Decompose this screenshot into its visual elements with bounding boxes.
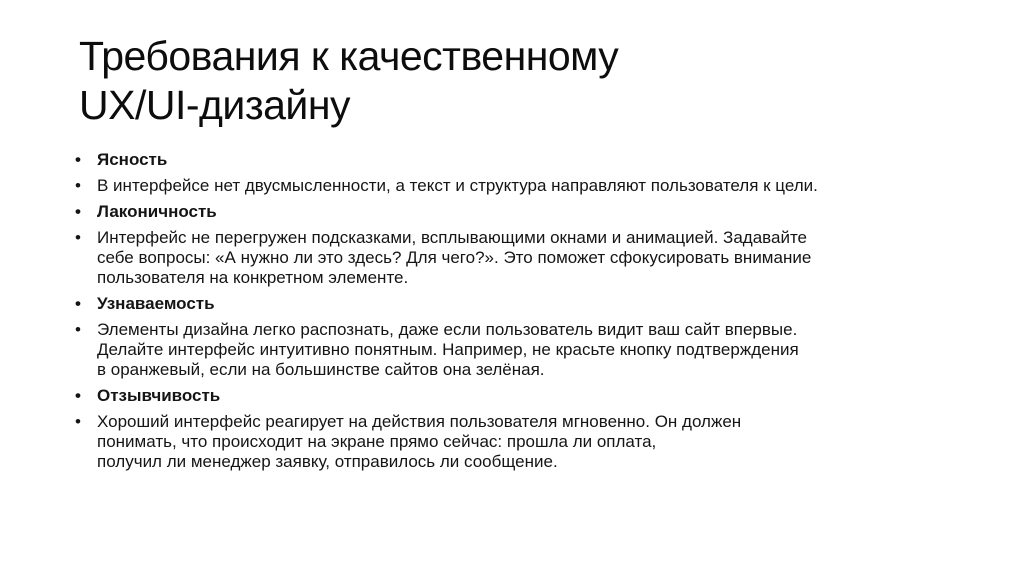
bullet-text: В интерфейсе нет двусмысленности, а текст и структура направляют пользователя к цели. <box>97 176 818 195</box>
bullet-marker: • <box>75 294 81 313</box>
bullet-list <box>75 150 995 478</box>
bullet-marker: • <box>75 150 81 169</box>
bullet-text-line: в оранжевый, если на большинстве сайтов она зелёная. <box>97 360 545 379</box>
bullet-text: Узнаваемость <box>97 294 215 313</box>
bullet-text-line: себе вопросы: «А нужно ли это здесь? Для чего?». Это поможет сфокусировать внимание <box>97 248 812 267</box>
bullet-text-line: Элементы дизайна легко распознать, даже если пользователь видит ваш сайт впервые. <box>97 320 798 339</box>
bullet-text-line: пользователя на конкретном элементе. <box>97 268 409 287</box>
bullet-text: Отзывчивость <box>97 386 221 405</box>
bullet-heading-clarity <box>75 150 995 170</box>
bullet-marker: • <box>75 320 81 339</box>
bullet-marker: • <box>75 228 81 247</box>
bullet-marker: • <box>75 176 81 195</box>
slide-title-line-1: Требования к качественному <box>79 33 619 79</box>
bullet-text-line: Хороший интерфейс реагирует на действия пользователя мгновенно. Он должен <box>97 412 742 431</box>
bullet-text-line: Делайте интерфейс интуитивно понятным. Например, не красьте кнопку подтверждения <box>97 340 799 359</box>
bullet-text-line: Интерфейс не перегружен подсказками, всплывающими окнами и анимацией. Задавайте <box>97 228 807 247</box>
bullet-clarity-description <box>75 176 995 196</box>
bullet-heading-recognizability <box>75 294 995 314</box>
bullet-text-line: понимать, что происходит на экране прямо сейчас: прошла ли оплата, <box>97 432 657 451</box>
bullet-text: Лаконичность <box>97 202 217 221</box>
bullet-text: Ясность <box>97 150 168 169</box>
bullet-text-line: получил ли менеджер заявку, отправилось ли сообщение. <box>97 452 558 471</box>
bullet-heading-responsiveness <box>75 386 995 406</box>
slide-title-line-2: UX/UI-дизайну <box>79 82 350 128</box>
bullet-responsiveness-description <box>75 412 995 472</box>
bullet-marker: • <box>75 202 81 221</box>
slide-title <box>79 32 959 130</box>
bullet-recognizability-description <box>75 320 995 380</box>
bullet-marker: • <box>75 386 81 405</box>
bullet-marker: • <box>75 412 81 431</box>
bullet-heading-conciseness <box>75 202 995 222</box>
bullet-conciseness-description <box>75 228 995 288</box>
